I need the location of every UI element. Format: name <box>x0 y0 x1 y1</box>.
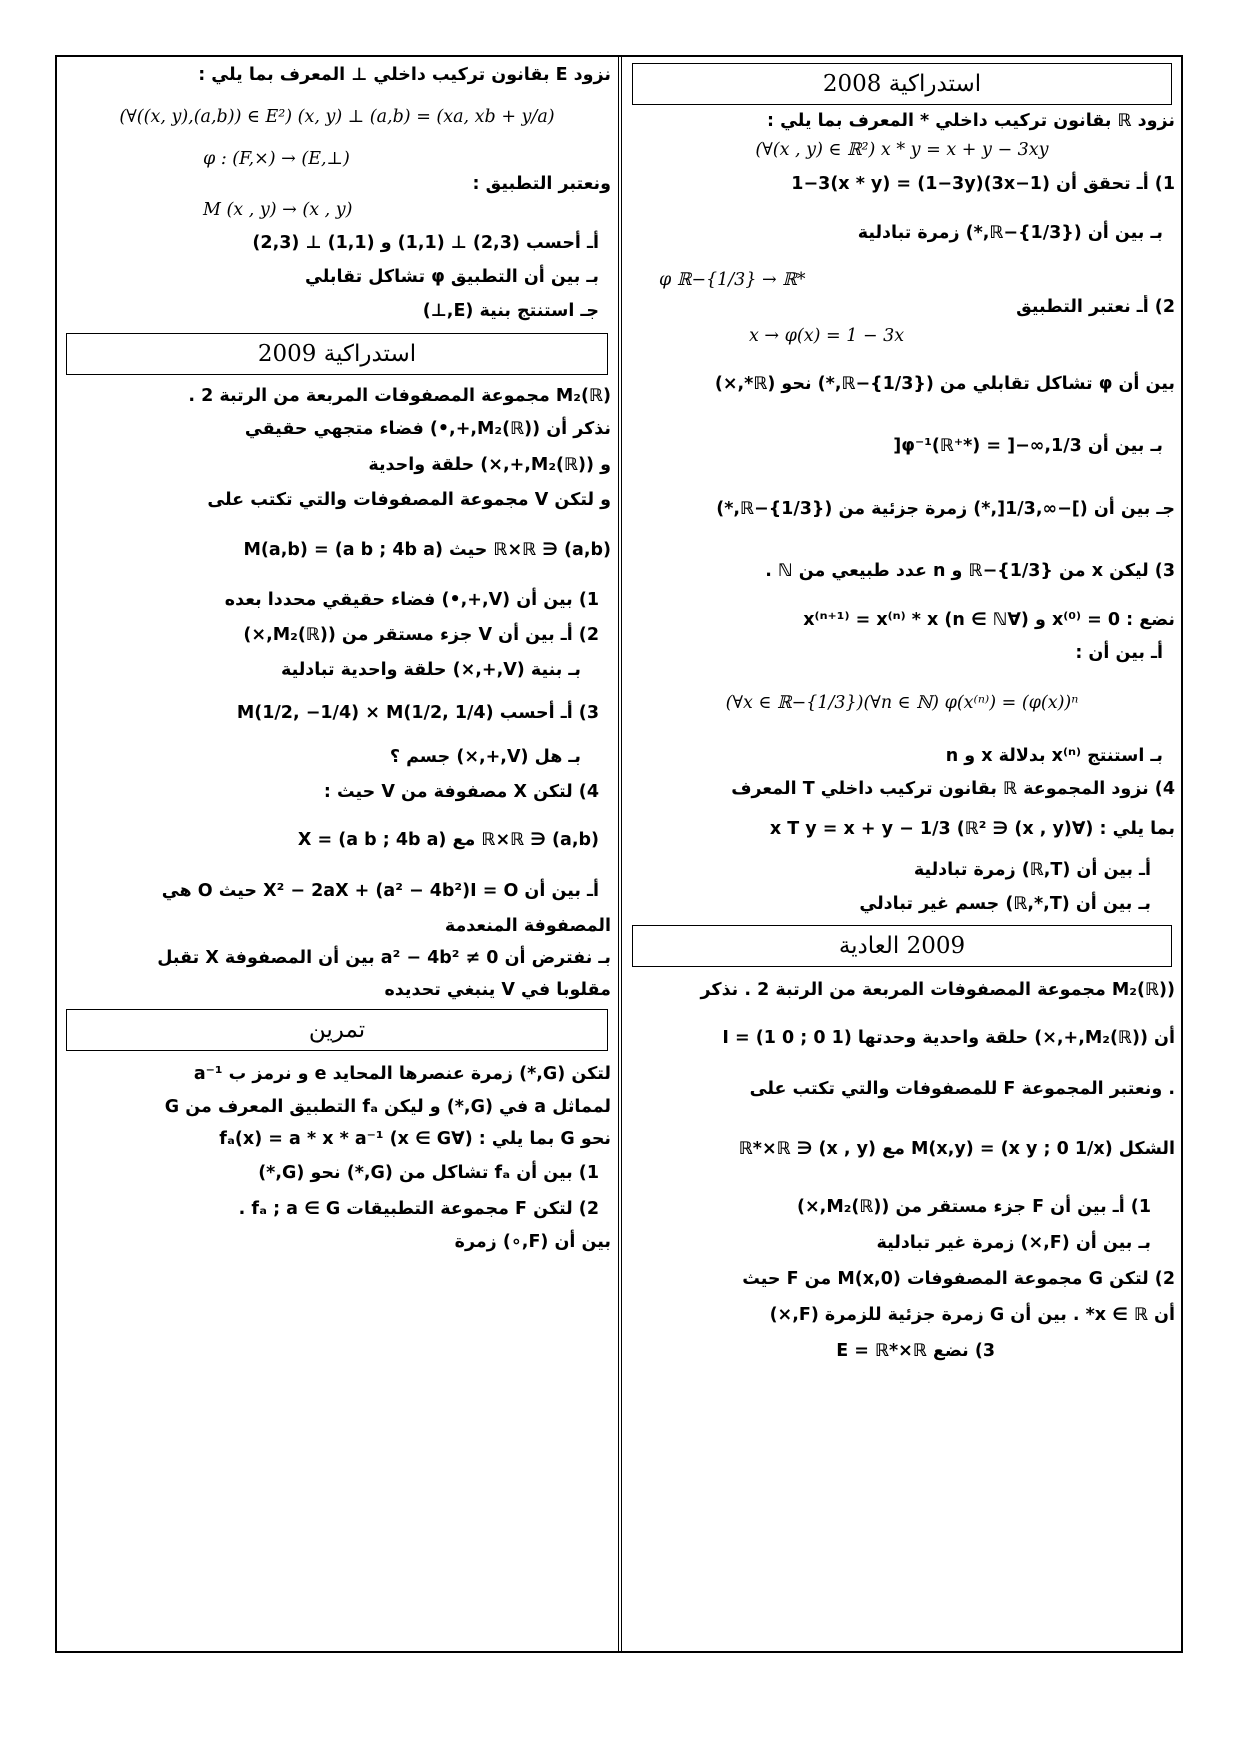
text-line: نزود E بقانون تركيب داخلي ⊥ المعرف بما يلي : <box>198 65 611 85</box>
text-line: 4) لتكن X مصفوفة من V حيث : <box>323 782 599 802</box>
text-line: بـ بين أن φ⁻¹(ℝ⁺*) = ]−∞,1/3[ <box>893 435 1163 456</box>
exercise-body <box>63 1057 611 1257</box>
text-line: M₂(ℝ) مجموعة المصفوفات المربعة من الرتبة 2 . <box>188 386 611 406</box>
text-line: (a,b) ∈ ℝ×ℝ حيث M(a,b) = (a b ; 4b a) <box>243 540 611 560</box>
text-line: 1) بين أن fₐ تشاكل من (G,*) نحو (G,*) <box>258 1163 599 1183</box>
right-column <box>623 57 1181 1651</box>
formula-line: M (x , y) → (x , y) <box>203 200 353 220</box>
text-line: بـ بين أن (F,×) زمرة غير تبادلية <box>876 1232 1151 1253</box>
text-line: . ونعتبر المجموعة F للمصفوفات والتي تكتب على <box>749 1078 1175 1099</box>
text-line: بـ بين أن التطبيق φ تشاكل تقابلي <box>305 267 599 287</box>
formula-line: (∀(x , y) ∈ ℝ²) x * y = x + y − 3xy <box>755 139 1049 160</box>
text-line: جـ استنتج بنية (E,⊥) <box>422 301 599 321</box>
section-2009-catchup-body <box>63 381 611 1005</box>
text-line: أن x ∈ ℝ* . بين أن G زمرة جزئية للزمرة (F,×) <box>769 1304 1175 1325</box>
text-line: أـ بين أن (ℝ,T) زمرة تبادلية <box>913 859 1151 880</box>
text-line: نزود ℝ بقانون تركيب داخلي * المعرف بما يلي : <box>767 111 1175 131</box>
text-line: أن (M₂(ℝ),+,×) حلقة واحدية وحدتها I = (1 0 ; 0 1) <box>722 1027 1175 1048</box>
text-line: المصفوفة المنعدمة <box>444 916 611 936</box>
text-line: 3) ليكن x من ℝ−{1/3} و n عدد طبيعي من ℕ . <box>765 560 1175 581</box>
text-line: لتكن (G,*) زمرة عنصرها المحايد e و نرمز ب a⁻¹ <box>193 1064 611 1084</box>
section-title-2009-normal: 2009 العادية <box>632 925 1172 967</box>
text-line: جـ بين أن (]−∞,1/3[,*) زمرة جزئية من (ℝ−{1/3},*) <box>716 498 1175 519</box>
text-line: بـ بين أن (ℝ−{1/3},*) زمرة تبادلية <box>857 222 1163 243</box>
text-line: 1) أـ تحقق أن (1−3x)(1−3y) = 1−3(x * y) <box>791 173 1175 194</box>
formula-line: x → φ(x) = 1 − 3x <box>749 325 905 346</box>
formula-line: (∀x ∈ ℝ−{1/3})(∀n ∈ ℕ) φ(x⁽ⁿ⁾) = (φ(x))ⁿ <box>725 692 1079 713</box>
text-line: 3) أـ أحسب M(1/2, −1/4) × M(1/2, 1/4) <box>236 703 599 723</box>
section-title-2009-catchup: استدراكية 2009 <box>66 333 608 375</box>
text-line: أـ أحسب (2,3) ⊥ (1,1) و (1,1) ⊥ (2,3) <box>252 233 599 253</box>
text-line: لمماثل a في (G,*) و ليكن fₐ التطبيق المعرف من G <box>164 1097 611 1117</box>
formula-line: φ : (F,×) → (E,⊥) <box>203 149 350 169</box>
text-line: 2) أـ نعتبر التطبيق <box>1016 296 1175 317</box>
section-2009-normal-body <box>629 973 1175 1369</box>
text-line: بـ بين أن (ℝ,*,T) جسم غير تبادلي <box>859 893 1151 914</box>
text-line: 2) لتكن G مجموعة المصفوفات M(x,0) من F حيث <box>742 1268 1175 1289</box>
text-line: بـ نفترض أن a² − 4b² ≠ 0 بين أن المصفوفة X تقبل <box>157 948 611 968</box>
text-line: بين أن φ تشاكل تقابلي من (ℝ−{1/3},*) نحو (ℝ*,×) <box>714 373 1175 394</box>
text-line: ونعتبر التطبيق : <box>472 174 611 194</box>
text-line: (M₂(ℝ) مجموعة المصفوفات المربعة من الرتبة 2 . نذكر <box>700 979 1175 1000</box>
text-line: بـ بنية (V,+,×) حلقة واحدية تبادلية <box>280 660 581 680</box>
text-line: 2) لتكن F مجموعة التطبيقات fₐ ; a ∈ G . <box>238 1199 599 1219</box>
text-line: الشكل M(x,y) = (x y ; 0 1/x) مع (x , y) ∈ ℝ*×ℝ <box>738 1138 1175 1159</box>
text-line: نضع : x⁽⁰⁾ = 0 و (∀n ∈ ℕ) x⁽ⁿ⁺¹⁾ = x⁽ⁿ⁾ * x <box>803 609 1175 630</box>
text-line: أـ بين أن X² − 2aX + (a² − 4b²)I = O حيث O هي <box>161 881 599 901</box>
continuation-block <box>63 59 611 329</box>
text-line: (a,b) ∈ ℝ×ℝ مع X = (a b ; 4b a) <box>297 830 599 850</box>
section-2008-body <box>629 111 1175 921</box>
formula-line: (∀((x, y),(a,b)) ∈ E²) (x, y) ⊥ (a,b) = (xa, xb + y/a) <box>119 107 555 127</box>
text-line: 2) أـ بين أن V جزء مستقر من (M₂(ℝ),×) <box>243 625 599 645</box>
text-line: 1) بين أن (V,+,•) فضاء حقيقي محددا بعده <box>224 590 599 610</box>
column-divider <box>618 57 622 1651</box>
section-title-exercise: تمرين <box>66 1009 608 1051</box>
text-line: و (M₂(ℝ),+,×) حلقة واحدية <box>368 455 611 475</box>
text-line: بما يلي : (∀(x , y) ∈ ℝ²) x T y = x + y − 1/3 <box>769 818 1175 839</box>
text-line: 1) أـ بين أن F جزء مستقر من (M₂(ℝ),×) <box>797 1196 1151 1217</box>
text-line: نحو G بما يلي : (∀x ∈ G) fₐ(x) = a * x * a⁻¹ <box>219 1129 611 1149</box>
text-line: نذكر أن (M₂(ℝ),+,•) فضاء متجهي حقيقي <box>244 419 611 439</box>
text-line: 4) نزود المجموعة ℝ بقانون تركيب داخلي T المعرف <box>731 778 1175 799</box>
text-line: و لتكن V مجموعة المصفوفات والتي تكتب على <box>207 490 611 510</box>
text-line: مقلوبا في V ينبغي تحديده <box>384 980 611 1000</box>
text-line: بـ استنتج x⁽ⁿ⁾ بدلالة x و n <box>945 745 1163 766</box>
text-line: بين أن (F,∘) زمرة <box>454 1232 611 1252</box>
formula-line: φ ℝ−{1/3} → ℝ* <box>659 269 806 290</box>
exam-sheet <box>55 55 1183 1653</box>
text-line: 3) نضع E = ℝ*×ℝ <box>836 1340 995 1361</box>
text-line: بـ هل (V,+,×) جسم ؟ <box>389 747 581 767</box>
text-line: أـ بين أن : <box>1075 642 1163 663</box>
section-title-2008-catchup: استدراكية 2008 <box>632 63 1172 105</box>
left-column <box>57 57 617 1651</box>
